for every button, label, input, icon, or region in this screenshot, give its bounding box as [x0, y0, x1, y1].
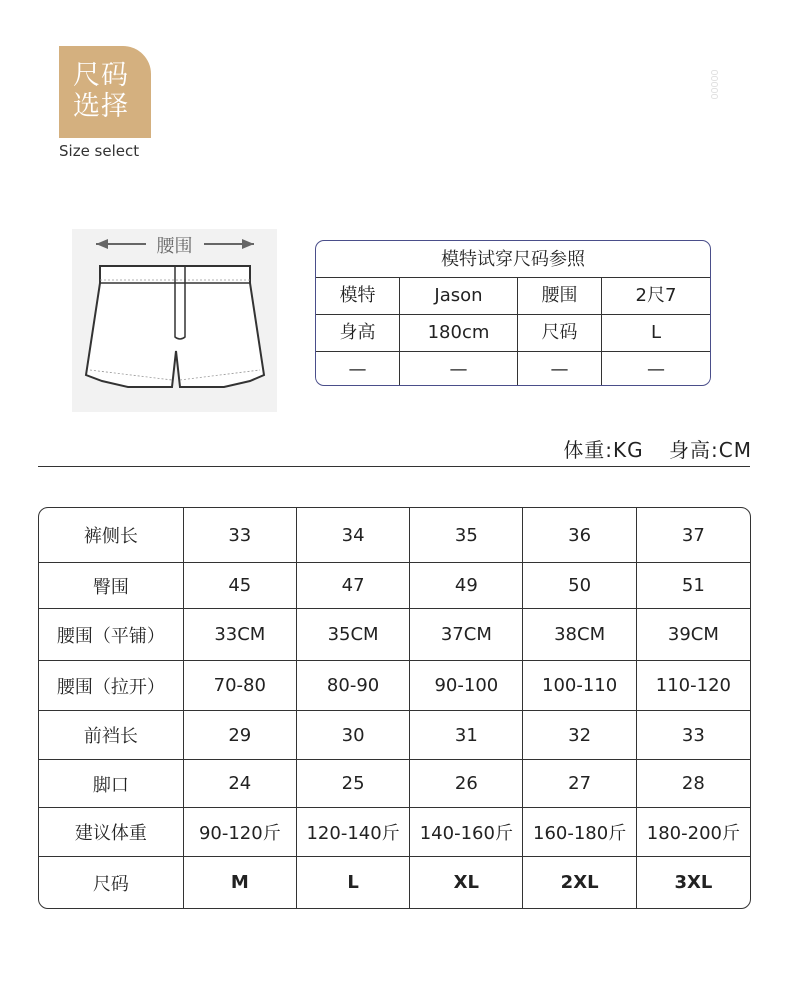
size-cell: 35CM [297, 609, 410, 660]
size-table-row [39, 563, 750, 609]
size-cell: 33 [184, 508, 297, 562]
size-cell: 31 [410, 711, 523, 759]
size-cell: 27 [523, 760, 636, 807]
size-chart-table [38, 507, 751, 909]
size-row-label: 裤侧长 [39, 508, 184, 562]
size-cell: 34 [297, 508, 410, 562]
model-table-row [316, 352, 710, 386]
size-cell: 140-160斤 [410, 808, 523, 856]
size-cell: 38CM [523, 609, 636, 660]
size-select-badge [59, 46, 151, 138]
size-cell: M [184, 857, 297, 908]
size-cell: 30 [297, 711, 410, 759]
model-cell: Jason [400, 278, 518, 314]
size-table-row [39, 661, 750, 711]
shorts-diagram [72, 229, 277, 412]
size-row-label: 腰围（拉开） [39, 661, 184, 710]
size-cell: 160-180斤 [523, 808, 636, 856]
model-cell: 腰围 [518, 278, 602, 314]
size-cell: L [297, 857, 410, 908]
size-cell: 90-120斤 [184, 808, 297, 856]
size-row-label: 尺码 [39, 857, 184, 908]
size-cell: 47 [297, 563, 410, 608]
model-cell: — [316, 352, 400, 386]
model-table-row [316, 278, 710, 315]
size-cell: 33CM [184, 609, 297, 660]
size-cell: 45 [184, 563, 297, 608]
size-row-label: 建议体重 [39, 808, 184, 856]
size-cell: 70-80 [184, 661, 297, 710]
units-legend [545, 434, 752, 463]
size-cell: 37CM [410, 609, 523, 660]
size-cell: 28 [681, 773, 705, 794]
size-cell: 26 [410, 760, 523, 807]
size-cell: 100-110 [523, 661, 636, 710]
badge-line-2: 选择 [73, 91, 129, 122]
size-cell: 3XL [674, 872, 713, 893]
size-row-label: 前裆长 [39, 711, 184, 759]
model-cell: 180cm [400, 315, 518, 351]
size-table-row [39, 711, 750, 760]
size-cell: XL [410, 857, 523, 908]
badge-line-1: 尺码 [73, 60, 129, 91]
size-cell: 25 [297, 760, 410, 807]
size-cell: 49 [410, 563, 523, 608]
height-unit: 身高:CM [669, 438, 752, 462]
model-cell: — [518, 352, 602, 386]
size-select-subtitle: Size select [59, 142, 140, 160]
section-divider [38, 466, 750, 467]
model-cell: 尺码 [518, 315, 602, 351]
size-cell: 180-200斤 [646, 823, 740, 844]
size-cell: 33 [681, 724, 705, 746]
model-cell: L [650, 322, 662, 343]
size-table-row [39, 760, 750, 808]
size-table-row [39, 508, 750, 563]
model-reference-table [315, 240, 711, 386]
model-cell: — [400, 352, 518, 386]
model-cell: 2尺7 [635, 285, 677, 306]
size-row-label: 脚口 [39, 760, 184, 807]
size-cell: 2XL [523, 857, 636, 908]
size-row-label: 腰围（平铺） [39, 609, 184, 660]
model-cell: 模特 [316, 278, 400, 314]
weight-unit: 体重:KG [563, 438, 644, 462]
decorative-dots [711, 70, 719, 100]
size-cell: 32 [523, 711, 636, 759]
size-cell: 80-90 [297, 661, 410, 710]
size-cell: 24 [184, 760, 297, 807]
size-cell: 39CM [667, 624, 719, 645]
size-cell: 120-140斤 [297, 808, 410, 856]
size-cell: 110-120 [655, 675, 731, 696]
size-cell: 50 [523, 563, 636, 608]
size-row-label: 臀围 [39, 563, 184, 608]
model-table-title: 模特试穿尺码参照 [316, 241, 710, 278]
model-cell: 身高 [316, 315, 400, 351]
size-table-row [39, 857, 750, 908]
size-cell: 37 [681, 524, 705, 546]
size-table-row [39, 808, 750, 857]
size-cell: 36 [523, 508, 636, 562]
size-cell: 90-100 [410, 661, 523, 710]
size-cell: 51 [681, 575, 705, 596]
waist-label: 腰围 [156, 236, 193, 257]
size-cell: 29 [184, 711, 297, 759]
size-cell: 35 [410, 508, 523, 562]
model-cell: — [647, 359, 665, 380]
size-table-row [39, 609, 750, 661]
model-table-row [316, 315, 710, 352]
